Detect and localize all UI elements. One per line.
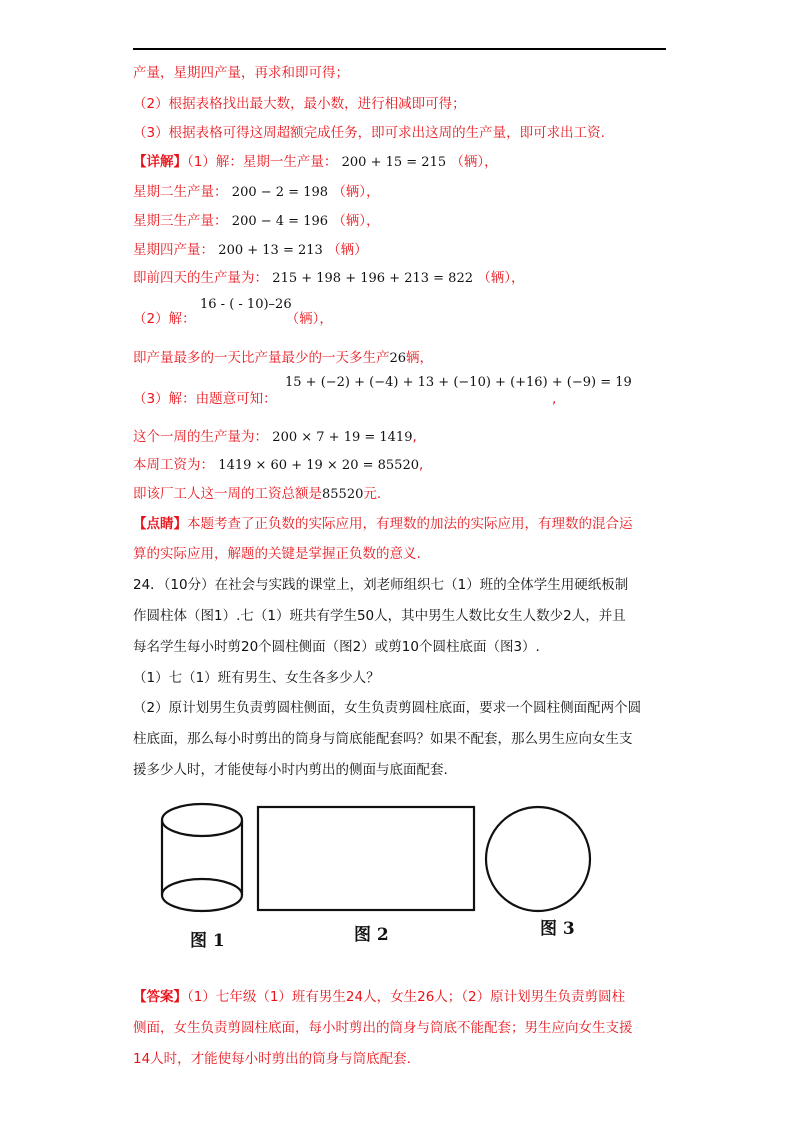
detail-line-10: 本周工资为： 1419 × 60 + 19 × 20 = 85520, bbox=[133, 457, 424, 473]
detail-line-5: 即前四天的生产量为： 215 + 198 + 196 + 213 = 822 （辆）， bbox=[133, 270, 525, 286]
detail-tag: 【详解】 bbox=[133, 154, 187, 170]
question-line-5: （2）原计划男生负责剪圆柱侧面，女生负责剪圆柱底面，要求一个圆柱侧面配两个圆 bbox=[133, 700, 642, 716]
detail-line-6: （2）解： （辆）， bbox=[133, 311, 333, 327]
detail-line-4: 星期四产量： 200 + 13 = 213 （辆） bbox=[133, 242, 368, 258]
comment-line-2: 算的实际应用，解题的关键是掌握正负数的意义. bbox=[133, 546, 421, 562]
question-line-2: 作圆柱体（图1）.七（1）班共有学生50人，其中男生人数比女生人数少2人，并且 bbox=[133, 608, 626, 624]
circle-figure bbox=[486, 807, 590, 911]
detail-line-1: 【详解】（1）解：星期一生产量： 200 + 15 = 215 （辆）， bbox=[133, 154, 498, 170]
header-rule bbox=[133, 48, 666, 50]
detail-line-3: 星期三生产量： 200 − 4 = 196 （辆）， bbox=[133, 213, 380, 229]
analysis-line-1: 产量，星期四产量，再求和即可得； bbox=[133, 65, 349, 81]
detail-line-2: 星期二生产量： 200 − 2 = 198 （辆）， bbox=[133, 184, 380, 200]
figure-3-caption: 图 3 bbox=[540, 919, 575, 939]
analysis-line-2: （2）根据表格找出最大数，最小数，进行相减即可得； bbox=[133, 96, 466, 112]
detail-line-11: 即该厂工人这一周的工资总额是85520元. bbox=[133, 486, 382, 502]
equation: 200 − 2 = 198 bbox=[231, 185, 329, 200]
detail-line-7: 即产量最多的一天比产量最少的一天多生产26辆， bbox=[133, 350, 434, 366]
detail-line-9: 这个一周的生产量为： 200 × 7 + 19 = 1419, bbox=[133, 429, 417, 445]
comma: , bbox=[552, 391, 557, 407]
comment-tag: 【点睛】 bbox=[133, 516, 187, 532]
sum-equation: 15 + (−2) + (−4) + 13 + (−10) + (+16) + (−9) = 19 bbox=[285, 375, 632, 390]
question-line-4: （1）七（1）班有男生、女生各多少人？ bbox=[133, 670, 380, 686]
question-line-7: 援多少人时，才能使每小时内剪出的侧面与底面配套. bbox=[133, 762, 448, 778]
answer-line-3: 14人时，才能使每小时剪出的筒身与筒底配套. bbox=[133, 1051, 411, 1067]
answer-line-1: 【答案】（1）七年级（1）班有男生24人，女生26人；（2）原计划男生负责剪圆柱 bbox=[133, 989, 626, 1005]
figure-1-caption: 图 1 bbox=[190, 931, 225, 951]
cylinder-figure bbox=[162, 804, 242, 911]
answer-tag: 【答案】 bbox=[133, 989, 187, 1005]
equation: 200 + 13 = 213 bbox=[218, 243, 323, 258]
answer-line-2: 侧面，女生负责剪圆柱底面，每小时剪出的筒身与筒底不能配套；男生应向女生支援 bbox=[133, 1020, 633, 1036]
equation: 200 × 7 + 19 = 1419 bbox=[272, 430, 413, 445]
detail-line-8: （3）解：由题意可知： bbox=[133, 391, 277, 407]
equation: 200 − 4 = 196 bbox=[231, 214, 329, 229]
rectangle-figure bbox=[258, 807, 474, 910]
equation: 1419 × 60 + 19 × 20 = 85520 bbox=[218, 458, 419, 473]
analysis-line-3: （3）根据表格可得这周超额完成任务，即可求出这周的生产量，即可求出工资. bbox=[133, 125, 605, 141]
comment-line-1: 【点睛】本题考查了正负数的实际应用，有理数的加法的实际应用，有理数的混合运 bbox=[133, 516, 633, 532]
diff-equation: 16 - ( - 10)–26 bbox=[200, 297, 292, 312]
equation: 200 + 15 = 215 bbox=[341, 155, 447, 170]
equation: 215 + 198 + 196 + 213 = 822 bbox=[272, 271, 473, 286]
question-line-3: 每名学生每小时剪20个圆柱侧面（图2）或剪10个圆柱底面（图3）. bbox=[133, 639, 540, 655]
question-line-6: 柱底面，那么每小时剪出的筒身与筒底能配套吗？如果不配套，那么男生应向女生支 bbox=[133, 731, 633, 747]
question-line-1: 24．（10分）在社会与实践的课堂上，刘老师组织七（1）班的全体学生用硬纸板制 bbox=[133, 577, 629, 593]
figure-2-caption: 图 2 bbox=[354, 925, 389, 945]
